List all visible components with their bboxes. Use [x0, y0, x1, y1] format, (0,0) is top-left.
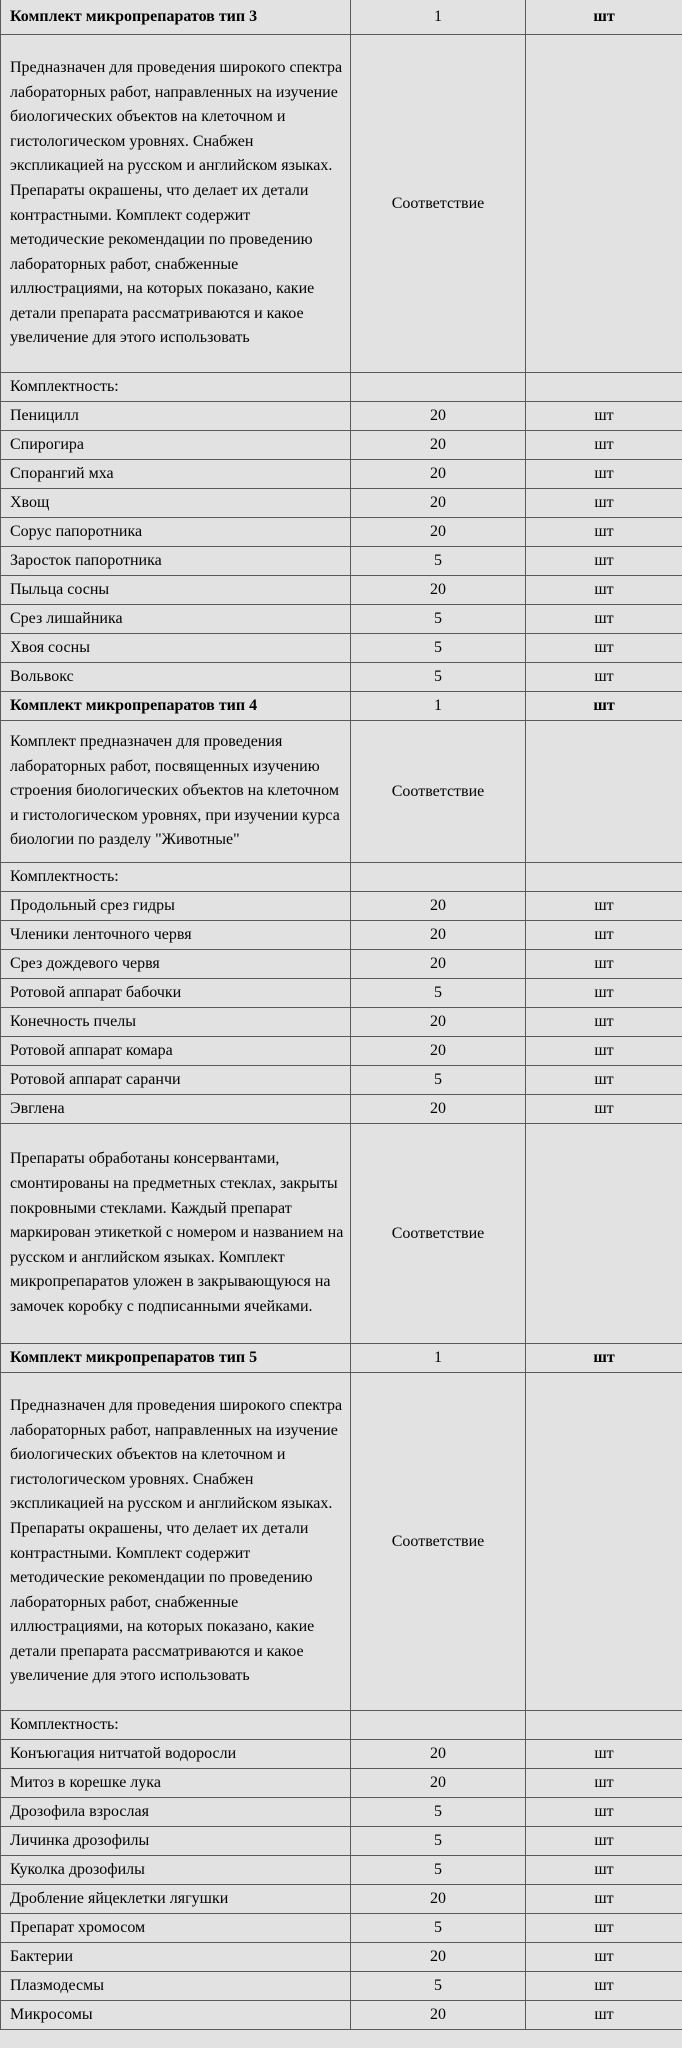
table-row: [1, 547, 682, 576]
quantity-cell: 20: [351, 518, 526, 547]
item-name-cell: Спирогира: [1, 431, 351, 460]
item-name-cell: Вольвокс: [1, 663, 351, 692]
unit-cell: шт: [526, 489, 682, 518]
completeness-label-cell: Комплектность:: [1, 373, 351, 402]
item-name-cell: Конечность пчелы: [1, 1008, 351, 1037]
quantity-cell: 5: [351, 1827, 526, 1856]
unit-cell: шт: [526, 1769, 682, 1798]
table-row: [1, 634, 682, 663]
table-row: [1, 979, 682, 1008]
quantity-cell: 20: [351, 1740, 526, 1769]
kit-description-row: [1, 721, 682, 863]
quantity-cell: 20: [351, 460, 526, 489]
completeness-label-cell: Комплектность:: [1, 863, 351, 892]
unit-cell: шт: [526, 950, 682, 979]
unit-cell: шт: [526, 605, 682, 634]
compliance-value-cell: Соответствие: [351, 721, 526, 863]
table-row: [1, 460, 682, 489]
kit-header-row: [1, 692, 682, 721]
table-row: [1, 921, 682, 950]
item-name-cell: Спорангий мха: [1, 460, 351, 489]
kit-title-cell: Комплект микропрепаратов тип 3: [1, 0, 351, 35]
quantity-cell: [351, 1711, 526, 1740]
quantity-cell: 5: [351, 1798, 526, 1827]
specification-table-body: [1, 0, 682, 2030]
completeness-label-row: [1, 863, 682, 892]
unit-cell: шт: [526, 892, 682, 921]
table-row: [1, 1798, 682, 1827]
item-name-cell: Бактерии: [1, 1943, 351, 1972]
quantity-cell: 20: [351, 1885, 526, 1914]
quantity-cell: 5: [351, 663, 526, 692]
item-name-cell: Дрозофила взрослая: [1, 1798, 351, 1827]
unit-cell: [526, 721, 682, 863]
item-name-cell: Заросток папоротника: [1, 547, 351, 576]
kit-header-row: [1, 0, 682, 35]
quantity-cell: 5: [351, 605, 526, 634]
item-name-cell: Дробление яйцеклетки лягушки: [1, 1885, 351, 1914]
unit-cell: [526, 1711, 682, 1740]
unit-cell: шт: [526, 1827, 682, 1856]
table-row: [1, 1943, 682, 1972]
unit-cell: шт: [526, 547, 682, 576]
unit-cell: шт: [526, 1740, 682, 1769]
quantity-cell: 20: [351, 2001, 526, 2030]
unit-cell: шт: [526, 576, 682, 605]
table-row: [1, 892, 682, 921]
item-name-cell: Продольный срез гидры: [1, 892, 351, 921]
table-row: [1, 1972, 682, 2001]
quantity-cell: 1: [351, 0, 526, 35]
unit-cell: шт: [526, 663, 682, 692]
unit-cell: шт: [526, 979, 682, 1008]
table-row: [1, 1769, 682, 1798]
item-name-cell: Препарат хромосом: [1, 1914, 351, 1943]
kit-description-row: [1, 35, 682, 373]
table-row: [1, 605, 682, 634]
quantity-cell: 20: [351, 1943, 526, 1972]
quantity-cell: 20: [351, 892, 526, 921]
item-name-cell: Ротовой аппарат бабочки: [1, 979, 351, 1008]
item-name-cell: Ротовой аппарат саранчи: [1, 1066, 351, 1095]
quantity-cell: 20: [351, 1008, 526, 1037]
quantity-cell: 5: [351, 1972, 526, 2001]
quantity-cell: 20: [351, 576, 526, 605]
compliance-value-cell: Соответствие: [351, 1124, 526, 1344]
item-name-cell: Срез дождевого червя: [1, 950, 351, 979]
table-row: [1, 402, 682, 431]
quantity-cell: 1: [351, 692, 526, 721]
unit-cell: шт: [526, 1008, 682, 1037]
table-row: [1, 1856, 682, 1885]
quantity-cell: 20: [351, 431, 526, 460]
unit-cell: шт: [526, 1856, 682, 1885]
table-row: [1, 1037, 682, 1066]
completeness-label-cell: Комплектность:: [1, 1711, 351, 1740]
unit-cell: шт: [526, 1066, 682, 1095]
completeness-label-row: [1, 373, 682, 402]
unit-cell: [526, 35, 682, 373]
item-name-cell: Ротовой аппарат комара: [1, 1037, 351, 1066]
unit-cell: шт: [526, 1885, 682, 1914]
kit-description-cell: Предназначен для проведения широкого спектра лабораторных работ, направленных на изучение биологических объектов на клеточном и гистологическом уровнях. Снабжен экспликацией на русском и английском языках. Препараты окрашены, что делает их детали контрастными. Комплект содержит методические рекомендации по проведению лабораторных работ, снабженные иллюстрациями, на которых показано, какие детали препарата рассматриваются и какое увеличение для этого использовать: [1, 35, 351, 373]
unit-cell: [526, 1373, 682, 1711]
item-name-cell: Митоз в корешке лука: [1, 1769, 351, 1798]
quantity-cell: 5: [351, 547, 526, 576]
quantity-cell: 5: [351, 1066, 526, 1095]
kit-description-cell: Предназначен для проведения широкого спектра лабораторных работ, направленных на изучение биологических объектов на клеточном и гистологическом уровнях. Снабжен экспликацией на русском и английском языках. Препараты окрашены, что делает их детали контрастными. Комплект содержит методические рекомендации по проведению лабораторных работ, снабженные иллюстрациями, на которых показано, какие детали препарата рассматриваются и какое увеличение для этого использовать: [1, 1373, 351, 1711]
compliance-value-cell: Соответствие: [351, 1373, 526, 1711]
unit-cell: шт: [526, 1914, 682, 1943]
table-row: [1, 1827, 682, 1856]
unit-cell: шт: [526, 460, 682, 489]
item-name-cell: Куколка дрозофилы: [1, 1856, 351, 1885]
unit-cell: шт: [526, 0, 682, 35]
quantity-cell: 5: [351, 979, 526, 1008]
table-row: [1, 1095, 682, 1124]
table-row: [1, 518, 682, 547]
item-name-cell: Членики ленточного червя: [1, 921, 351, 950]
table-row: [1, 1885, 682, 1914]
quantity-cell: 1: [351, 1344, 526, 1373]
kit-description-row: [1, 1373, 682, 1711]
table-row: [1, 1914, 682, 1943]
quantity-cell: 5: [351, 1914, 526, 1943]
quantity-cell: 20: [351, 1095, 526, 1124]
kit-title-cell: Комплект микропрепаратов тип 5: [1, 1344, 351, 1373]
quantity-cell: 5: [351, 1856, 526, 1885]
unit-cell: шт: [526, 518, 682, 547]
kit-description-cell: Препараты обработаны консервантами, смонтированы на предметных стеклах, закрыты покровными стеклами. Каждый препарат маркирован этикеткой с номером и названием на русском и английском языках. Комплект микропрепаратов уложен в закрывающуюся на замочек коробку с подписанными ячейками.: [1, 1124, 351, 1344]
unit-cell: шт: [526, 921, 682, 950]
kit-header-row: [1, 1344, 682, 1373]
item-name-cell: Личинка дрозофилы: [1, 1827, 351, 1856]
kit-description-cell: Комплект предназначен для проведения лабораторных работ, посвященных изучению строения биологических объектов на клеточном и гистологическом уровнях, при изучении курса биологии по разделу "Животные": [1, 721, 351, 863]
quantity-cell: [351, 863, 526, 892]
unit-cell: шт: [526, 1972, 682, 2001]
compliance-value-cell: Соответствие: [351, 35, 526, 373]
unit-cell: шт: [526, 1943, 682, 1972]
item-name-cell: Конъюгация нитчатой водоросли: [1, 1740, 351, 1769]
unit-cell: [526, 863, 682, 892]
unit-cell: шт: [526, 634, 682, 663]
item-name-cell: Микросомы: [1, 2001, 351, 2030]
item-name-cell: Плазмодесмы: [1, 1972, 351, 2001]
quantity-cell: 20: [351, 1037, 526, 1066]
item-name-cell: Пеницилл: [1, 402, 351, 431]
unit-cell: шт: [526, 431, 682, 460]
table-row: [1, 663, 682, 692]
item-name-cell: Эвглена: [1, 1095, 351, 1124]
quantity-cell: [351, 373, 526, 402]
unit-cell: шт: [526, 2001, 682, 2030]
table-row: [1, 1066, 682, 1095]
table-row: [1, 576, 682, 605]
unit-cell: шт: [526, 692, 682, 721]
item-name-cell: Хвоя сосны: [1, 634, 351, 663]
table-row: [1, 1008, 682, 1037]
table-row: [1, 950, 682, 979]
table-row: [1, 431, 682, 460]
quantity-cell: 20: [351, 921, 526, 950]
item-name-cell: Срез лишайника: [1, 605, 351, 634]
item-name-cell: Хвощ: [1, 489, 351, 518]
item-name-cell: Пыльца сосны: [1, 576, 351, 605]
quantity-cell: 20: [351, 1769, 526, 1798]
unit-cell: [526, 1124, 682, 1344]
item-name-cell: Сорус папоротника: [1, 518, 351, 547]
unit-cell: шт: [526, 402, 682, 431]
quantity-cell: 20: [351, 489, 526, 518]
table-row: [1, 2001, 682, 2030]
kit-title-cell: Комплект микропрепаратов тип 4: [1, 692, 351, 721]
table-row: [1, 489, 682, 518]
quantity-cell: 20: [351, 402, 526, 431]
unit-cell: шт: [526, 1095, 682, 1124]
kit-description-row: [1, 1124, 682, 1344]
table-row: [1, 1740, 682, 1769]
quantity-cell: 20: [351, 950, 526, 979]
quantity-cell: 5: [351, 634, 526, 663]
unit-cell: [526, 373, 682, 402]
unit-cell: шт: [526, 1798, 682, 1827]
unit-cell: шт: [526, 1344, 682, 1373]
unit-cell: шт: [526, 1037, 682, 1066]
completeness-label-row: [1, 1711, 682, 1740]
